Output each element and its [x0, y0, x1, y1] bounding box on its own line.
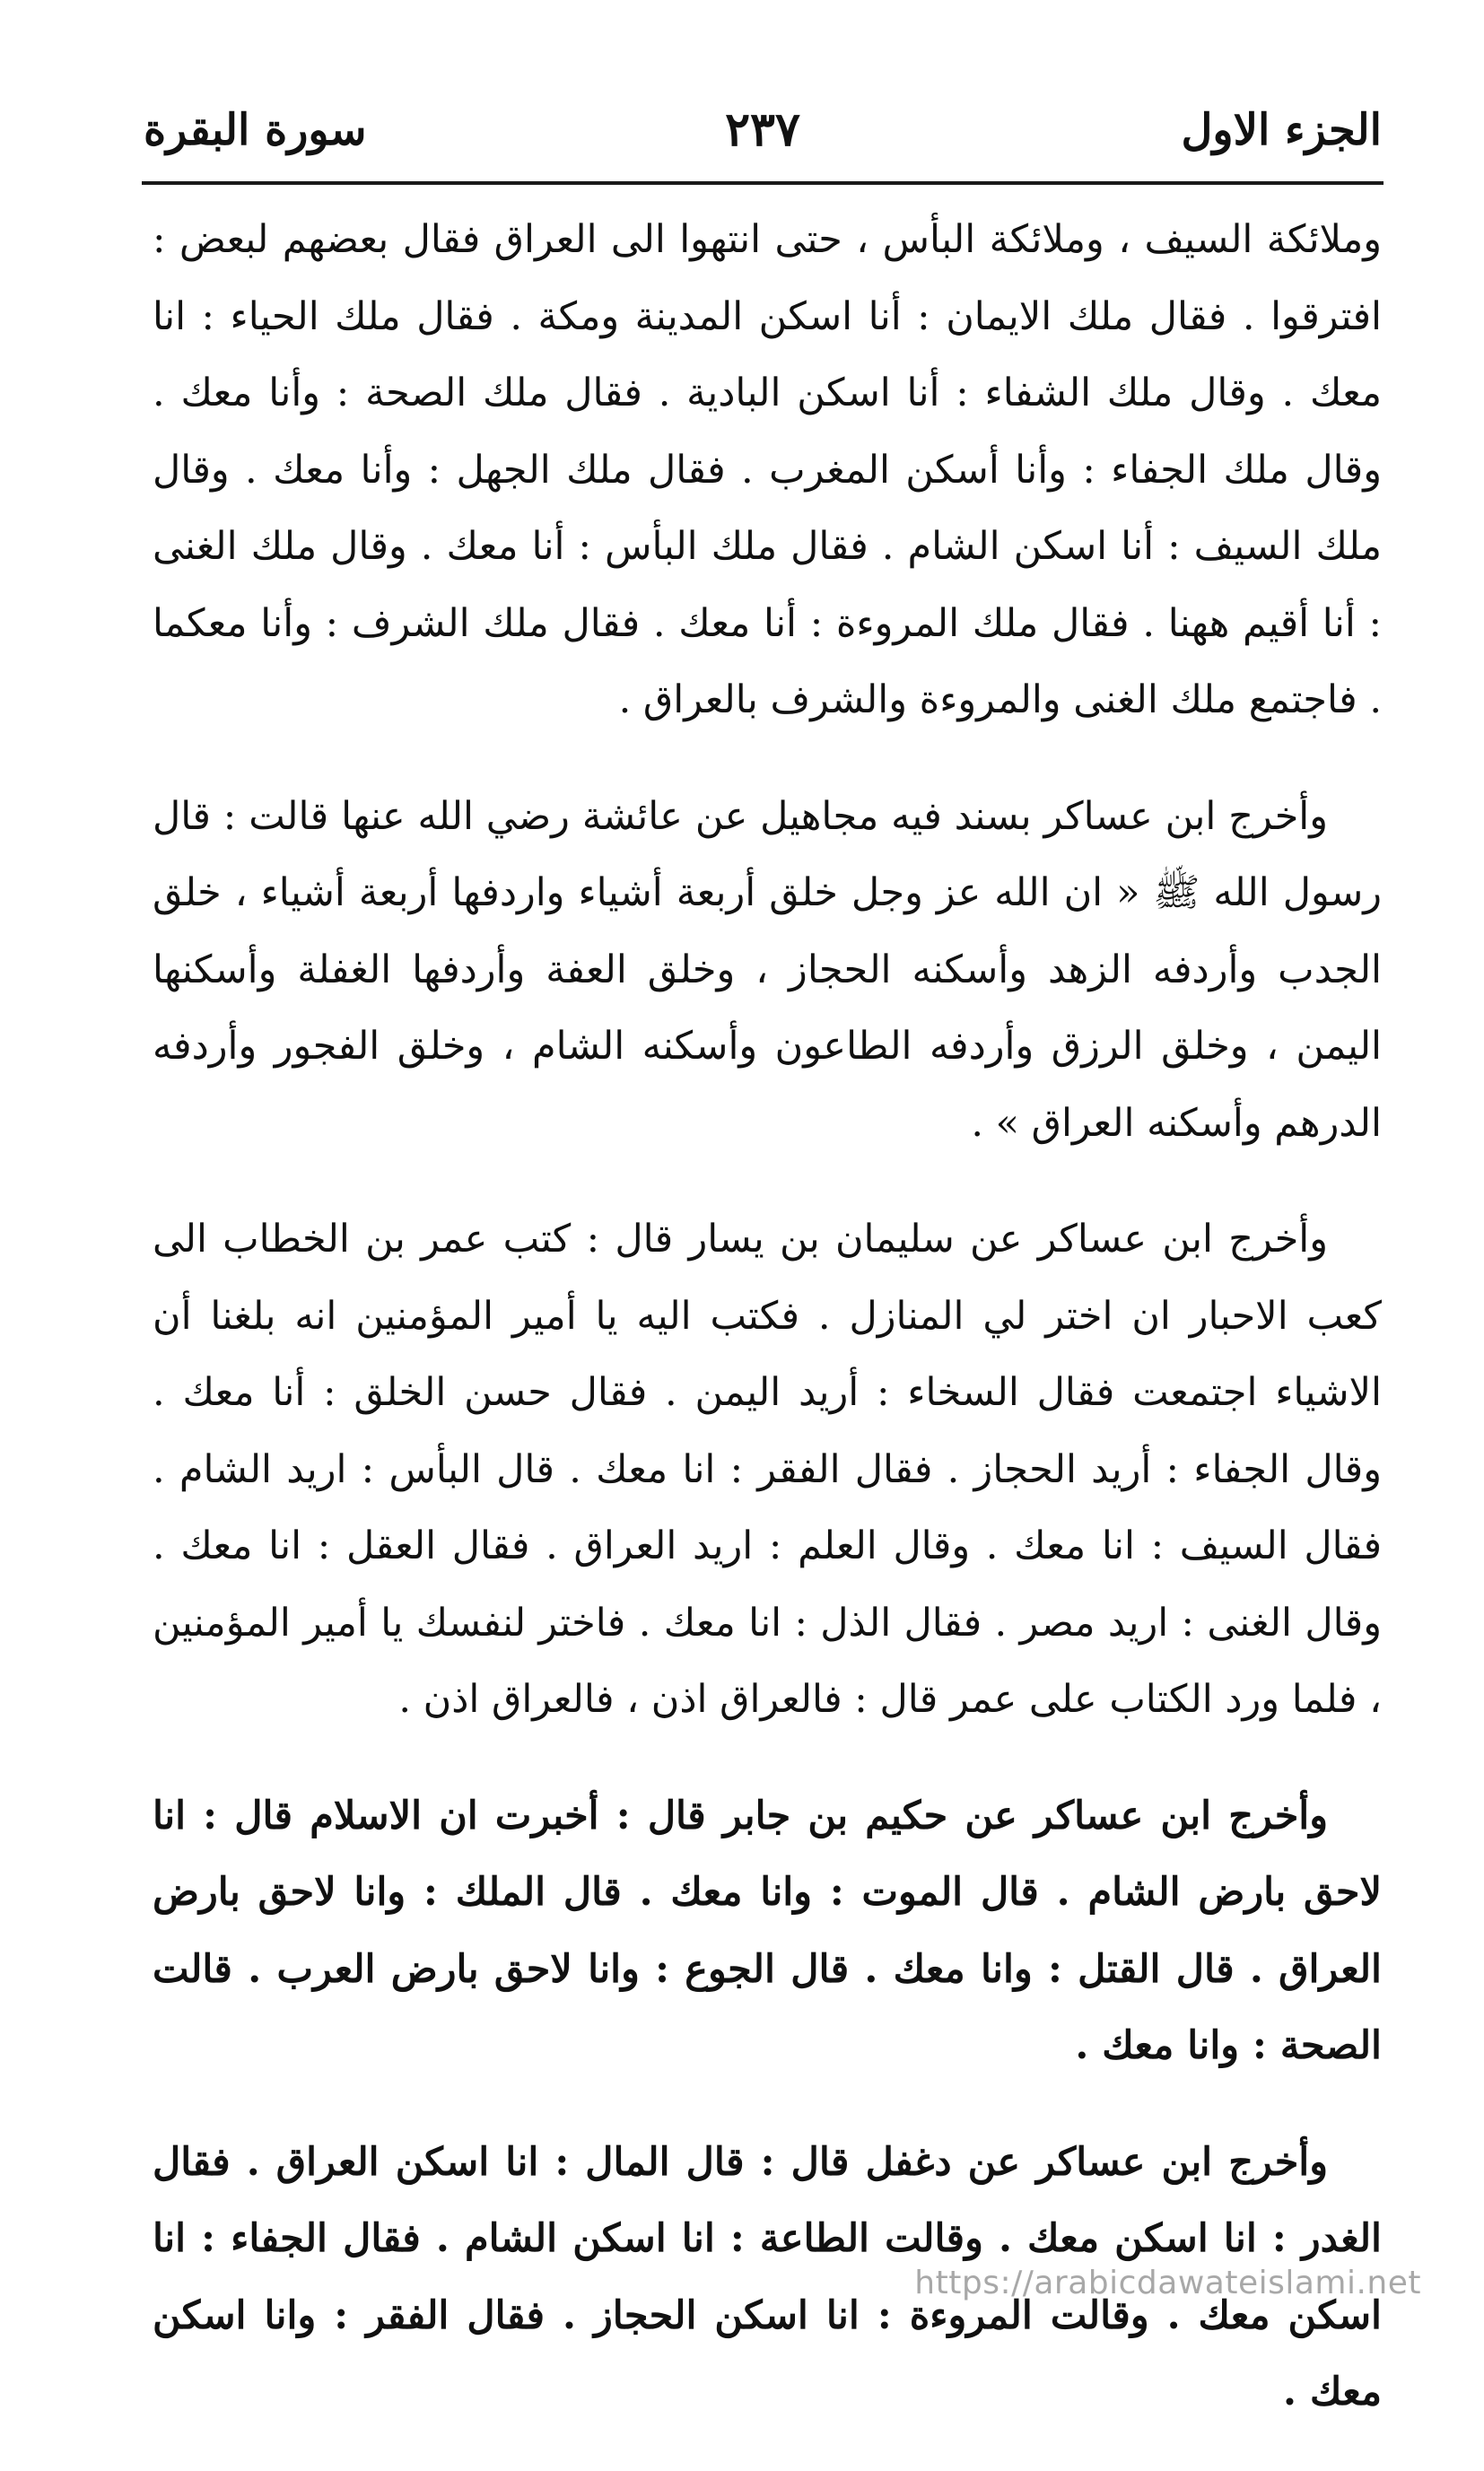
page-number: ٢٣٧ [725, 102, 800, 157]
running-head [144, 90, 1382, 170]
surah-label: سورة البقرة [144, 105, 367, 155]
page-body [153, 202, 1382, 2471]
watermark-url: https://arabicdawateislami.net [914, 2265, 1421, 2301]
paragraph-sulayman-letter: وأخرج ابن عساكر عن سليمان بن يسار قال : كتب عمر بن الخطاب الى كعب الاحبار ان اختر لي المنازل . فكتب اليه يا أمير المؤمنين انه بلغنا أن الاشياء اجتمعت فقال السخاء : أريد اليمن . فقال حسن الخلق : أنا معك . وقال الجفاء : أريد الحجاز . فقال الفقر : انا معك . قال البأس : اريد الشام . فقال السيف : انا معك . وقال العلم : اريد العراق . فقال العقل : انا معك . وقال الغنى : اريد مصر . فقال الذل : انا معك . فاختر لنفسك يا أمير المؤمنين ، فلما ورد الكتاب على عمر قال : فالعراق اذن ، فالعراق اذن . [153, 1217, 1382, 1722]
paragraph-hakim-report: وأخرج ابن عساكر عن حكيم بن جابر قال : أخبرت ان الاسلام قال : انا لاحق بارض الشام . قال الموت : وانا معك . قال الملك : وانا لاحق بارض العراق . قال القتل : وانا معك . قال الجوع : وانا لاحق بارض العرب . قالت الصحة : وانا معك . [153, 1793, 1382, 2068]
paragraph-aisha-hadith: وأخرج ابن عساكر بسند فيه مجاهيل عن عائشة رضي الله عنها قالت : قال رسول الله ﷺ « ان الله عز وجل خلق أربعة أشياء واردفها أربعة أشياء ، خلق الجدب وأردفه الزهد وأسكنه الحجاز ، وخلق العفة وأردفها الغفلة وأسكنها اليمن ، وخلق الرزق وأردفه الطاعون وأسكنه الشام ، وخلق الفجور وأردفه الدرهم وأسكنه العراق » . [153, 793, 1382, 1146]
paragraph-daghfal-report: وأخرج ابن عساكر عن دغفل قال : قال المال : انا اسكن العراق . فقال الغدر : انا اسكن معك . وقالت الطاعة : انا اسكن الشام . فقال الجفاء : انا اسكن معك . وقالت المروءة : انا اسكن الحجاز . فقال الفقر : وانا اسكن معك . [153, 2139, 1382, 2414]
header-rule [142, 181, 1384, 185]
volume-label: الجزء الاول [1181, 105, 1382, 155]
paragraph-angels: وملائكة السيف ، وملائكة البأس ، حتى انتهوا الى العراق فقال بعضهم لبعض : افترقوا . فقال ملك الايمان : أنا اسكن المدينة ومكة . فقال ملك الحياء : انا معك . وقال ملك الشفاء : أنا اسكن البادية . فقال ملك الصحة : وأنا معك . وقال ملك الجفاء : وأنا أسكن المغرب . فقال ملك الجهل : وأنا معك . وقال ملك السيف : أنا اسكن الشام . فقال ملك البأس : أنا معك . وقال ملك الغنى : أنا أقيم ههنا . فقال ملك المروءة : أنا معك . فقال ملك الشرف : وأنا معكما . فاجتمع ملك الغنى والمروءة والشرف بالعراق . [153, 217, 1382, 722]
